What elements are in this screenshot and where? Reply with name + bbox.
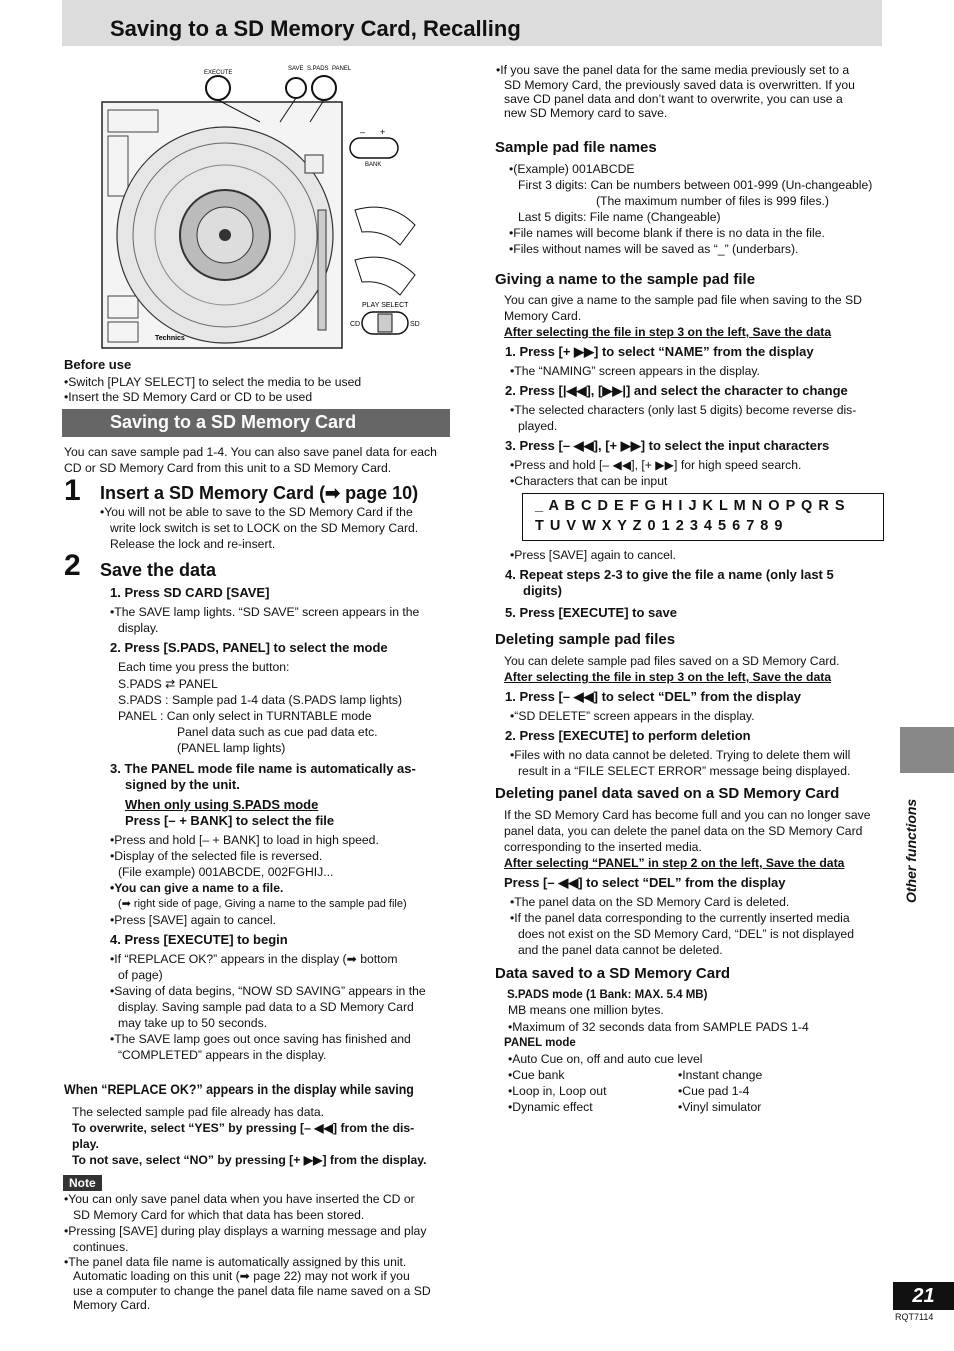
page-number: 21 bbox=[893, 1282, 954, 1310]
body-text: •Maximum of 32 seconds data from SAMPLE PADS 1-4 bbox=[508, 1020, 809, 1034]
list-item: •Vinyl simulator bbox=[678, 1100, 762, 1114]
heading-deleting-panel: Deleting panel data saved on a SD Memory Card bbox=[495, 785, 840, 802]
note-text: •You can only save panel data when you have inserted the CD or bbox=[64, 1192, 415, 1206]
substep-heading: 2. Press [|◀◀], [▶▶|] and select the character to change bbox=[505, 383, 848, 398]
substep-text: “COMPLETED” appears in the display. bbox=[118, 1048, 327, 1062]
substep-text: Each time you press the button: bbox=[118, 660, 290, 674]
body-text: Memory Card. bbox=[504, 309, 582, 323]
body-text: After selecting the file in step 3 on the left, Save the data bbox=[504, 325, 832, 339]
body-text: •Auto Cue on, off and auto cue level bbox=[508, 1052, 703, 1066]
body-text: PANEL mode bbox=[504, 1037, 576, 1049]
substep-heading: 1. Press [+ ▶▶] to select “NAME” from the display bbox=[505, 344, 814, 359]
label-panel: PANEL bbox=[332, 66, 352, 72]
body-text: First 3 digits: Can be numbers between 001-999 (Un-changeable) bbox=[518, 178, 873, 192]
substep-text: S.PADS ⇄ PANEL bbox=[118, 677, 218, 691]
substep-text: does not exist on the SD Memory Card, “DEL” is not displayed bbox=[518, 927, 854, 941]
substep-text: •Press [SAVE] again to cancel. bbox=[110, 913, 276, 927]
substep-heading: 2. Press [S.PADS, PANEL] to select the mode bbox=[110, 640, 388, 655]
section-bar bbox=[62, 409, 450, 437]
substep-text: •Press and hold [– + BANK] to load in high speed. bbox=[110, 833, 379, 847]
substep-heading: 4. Repeat steps 2-3 to give the file a name (only last 5 bbox=[505, 567, 834, 582]
body-text: corresponding to the inserted media. bbox=[504, 840, 702, 854]
step-text: •You will not be able to save to the SD Memory Card if the bbox=[100, 505, 413, 519]
label-execute: EXECUTE bbox=[204, 70, 233, 76]
body-text: S.PADS mode (1 Bank: MAX. 5.4 MB) bbox=[507, 989, 708, 1001]
substep-subheading: Press [– + BANK] to select the file bbox=[125, 813, 335, 828]
body-text: Last 5 digits: File name (Changeable) bbox=[518, 210, 721, 224]
step-number: 2 bbox=[64, 549, 81, 582]
substep-text: display. Saving sample pad data to a SD Memory Card bbox=[118, 1000, 414, 1014]
step-number: 1 bbox=[64, 474, 81, 507]
side-tab-block bbox=[900, 727, 954, 773]
character-table bbox=[522, 493, 884, 541]
substep-heading: 3. Press [– ◀◀], [+ ▶▶] to select the input characters bbox=[505, 438, 830, 453]
substep-text: PANEL : Can only select in TURNTABLE mode bbox=[118, 709, 372, 723]
side-label-text: Other functions bbox=[903, 798, 919, 903]
substep-text: •The selected characters (only last 5 digits) become reverse dis- bbox=[510, 403, 857, 417]
label-bank: BANK bbox=[365, 162, 382, 168]
title-bar bbox=[62, 0, 882, 46]
substep-text: (PANEL lamp lights) bbox=[177, 741, 286, 755]
body-text: After selecting “PANEL” in step 2 on the left, Save the data bbox=[504, 856, 845, 870]
list-item: •Cue pad 1-4 bbox=[678, 1084, 750, 1098]
body-text: panel data, you can delete the panel data on the SD Memory Card bbox=[504, 824, 863, 838]
substep-text: •The “NAMING” screen appears in the display. bbox=[510, 364, 760, 378]
substep-heading: 2. Press [EXECUTE] to perform deletion bbox=[505, 728, 751, 743]
body-text: •(Example) 001ABCDE bbox=[509, 162, 635, 176]
substep-text: •Press and hold [– ◀◀], [+ ▶▶] for high speed search. bbox=[510, 458, 802, 472]
body-text: MB means one million bytes. bbox=[508, 1003, 664, 1017]
top-text: save CD panel data and don’t want to overwrite, you can use a bbox=[504, 92, 843, 106]
before-use-item: •Switch [PLAY SELECT] to select the media to be used bbox=[64, 375, 362, 389]
substep-text: •You can give a name to a file. bbox=[110, 881, 284, 895]
body-text: •File names will become blank if there is no data in the file. bbox=[509, 226, 825, 240]
body-text: You can delete sample pad files saved on a SD Memory Card. bbox=[504, 654, 840, 668]
substep-text: result in a “FILE SELECT ERROR” message being displayed. bbox=[518, 764, 851, 778]
substep-text: •Files with no data cannot be deleted. Trying to delete them will bbox=[510, 748, 851, 762]
intro-text: CD or SD Memory Card from this unit to a SD Memory Card. bbox=[64, 461, 392, 475]
brand-logo: Technics bbox=[155, 335, 185, 342]
replace-text: To overwrite, select “YES” by pressing [– ◀◀] from the dis- bbox=[72, 1121, 415, 1135]
substep-heading: digits) bbox=[523, 583, 562, 598]
note-text: •Pressing [SAVE] during play displays a warning message and play bbox=[64, 1224, 427, 1238]
substep-text: S.PADS : Sample pad 1-4 data (S.PADS lamp lights) bbox=[118, 693, 403, 707]
label-save: SAVE bbox=[288, 66, 304, 72]
label-sd: SD bbox=[410, 321, 420, 328]
top-text: SD Memory Card, the previously saved data is overwritten. If you bbox=[504, 78, 855, 92]
top-text: •If you save the panel data for the same media previously set to a bbox=[496, 63, 850, 77]
substep-heading: signed by the unit. bbox=[125, 777, 240, 792]
substep-text: •“SD DELETE” screen appears in the display. bbox=[510, 709, 755, 723]
substep-text: •If the panel data corresponding to the currently inserted media bbox=[510, 911, 850, 925]
list-item: •Loop in, Loop out bbox=[508, 1084, 607, 1098]
substep-subheading: When only using S.PADS mode bbox=[125, 797, 319, 812]
heading-data-saved: Data saved to a SD Memory Card bbox=[495, 965, 731, 982]
doc-code: RQT7114 bbox=[895, 1312, 934, 1322]
substep-text: (File example) 001ABCDE, 002FGHIJ... bbox=[118, 865, 334, 879]
substep-text: and the panel data cannot be deleted. bbox=[518, 943, 723, 957]
body-text: (The maximum number of files is 999 files.) bbox=[596, 194, 829, 208]
character-row: _ A B C D E F G H I J K L M N O P Q R S bbox=[535, 498, 846, 514]
substep-text: •The SAVE lamp goes out once saving has finished and bbox=[110, 1032, 411, 1046]
body-text: After selecting the file in step 3 on the left, Save the data bbox=[504, 670, 832, 684]
substep-heading: Press [– ◀◀] to select “DEL” from the display bbox=[504, 875, 786, 890]
replace-text: To not save, select “NO” by pressing [+ ▶▶] from the display. bbox=[72, 1153, 427, 1167]
heading-giving-a-name: Giving a name to the sample pad file bbox=[495, 271, 756, 288]
note-text: Automatic loading on this unit (➡ page 22) may not work if you bbox=[73, 1269, 410, 1283]
intro-text: You can save sample pad 1-4. You can also save panel data for each bbox=[64, 445, 437, 459]
substep-text: may take up to 50 seconds. bbox=[118, 1016, 268, 1030]
label-cd: CD bbox=[350, 321, 361, 328]
substep-heading: 3. The PANEL mode file name is automatically as- bbox=[110, 761, 416, 776]
body-text: •Files without names will be saved as “_” (underbars). bbox=[509, 242, 799, 256]
heading-sample-pad-file-names: Sample pad file names bbox=[495, 139, 657, 156]
note-text: SD Memory Card for which that data has been stored. bbox=[73, 1208, 365, 1222]
list-item: •Cue bank bbox=[508, 1068, 565, 1082]
side-label bbox=[903, 785, 923, 925]
body-text: If the SD Memory Card has become full and you can no longer save bbox=[504, 808, 871, 822]
note-text: •The panel data file name is automatically assigned by this unit. bbox=[64, 1255, 407, 1269]
label-plus: + bbox=[380, 127, 386, 137]
substep-heading: 1. Press [– ◀◀] to select “DEL” from the display bbox=[505, 689, 801, 704]
note-text: Memory Card. bbox=[73, 1298, 151, 1312]
list-item: •Dynamic effect bbox=[508, 1100, 593, 1114]
label-play-select: PLAY SELECT bbox=[362, 302, 409, 309]
step-title: Insert a SD Memory Card (➡ page 10) bbox=[100, 483, 419, 503]
note-tag: Note bbox=[63, 1175, 102, 1191]
label-minus: – bbox=[360, 127, 366, 137]
substep-heading: 4. Press [EXECUTE] to begin bbox=[110, 932, 288, 947]
substep-text: •Characters that can be input bbox=[510, 474, 668, 488]
step-text: Release the lock and re-insert. bbox=[110, 537, 276, 551]
top-text: new SD Memory card to save. bbox=[504, 106, 668, 120]
substep-text: played. bbox=[518, 419, 558, 433]
step-title: Save the data bbox=[100, 560, 217, 580]
substep-text: •Display of the selected file is reversed. bbox=[110, 849, 323, 863]
substep-text: (➡ right side of page, Giving a name to the sample pad file) bbox=[118, 898, 407, 910]
turntable-diagram bbox=[100, 60, 430, 352]
heading-deleting-sample: Deleting sample pad files bbox=[495, 631, 676, 648]
replace-text: The selected sample pad file already has data. bbox=[72, 1105, 325, 1119]
note-text: use a computer to change the panel data file name saved on a SD bbox=[73, 1284, 431, 1298]
substep-text: of page) bbox=[118, 968, 163, 982]
substep-text: •Press [SAVE] again to cancel. bbox=[510, 548, 676, 562]
before-use-heading: Before use bbox=[64, 357, 132, 372]
body-text: You can give a name to the sample pad file when saving to the SD bbox=[504, 293, 862, 307]
replace-text: play. bbox=[72, 1137, 99, 1151]
substep-text: •The SAVE lamp lights. “SD SAVE” screen appears in the bbox=[110, 605, 420, 619]
replace-heading: When “REPLACE OK?” appears in the display while saving bbox=[64, 1082, 414, 1097]
before-use-item: •Insert the SD Memory Card or CD to be used bbox=[64, 390, 313, 404]
substep-heading: 5. Press [EXECUTE] to save bbox=[505, 605, 677, 620]
substep-text: •Saving of data begins, “NOW SD SAVING” appears in the bbox=[110, 984, 426, 998]
character-row: T U V W X Y Z 0 1 2 3 4 5 6 7 8 9 bbox=[535, 518, 784, 534]
substep-heading: 1. Press SD CARD [SAVE] bbox=[110, 585, 270, 600]
note-text: continues. bbox=[73, 1240, 129, 1254]
substep-text: display. bbox=[118, 621, 159, 635]
label-spads: S.PADS bbox=[307, 66, 329, 72]
step-text: write lock switch is set to LOCK on the SD Memory Card. bbox=[110, 521, 419, 535]
substep-text: •The panel data on the SD Memory Card is deleted. bbox=[510, 895, 790, 909]
section-title: Saving to a SD Memory Card bbox=[110, 412, 357, 432]
page-title: Saving to a SD Memory Card, Recalling bbox=[110, 16, 521, 41]
substep-text: •If “REPLACE OK?” appears in the display (➡ bottom bbox=[110, 952, 398, 966]
substep-text: Panel data such as cue pad data etc. bbox=[177, 725, 378, 739]
list-item: •Instant change bbox=[678, 1068, 763, 1082]
